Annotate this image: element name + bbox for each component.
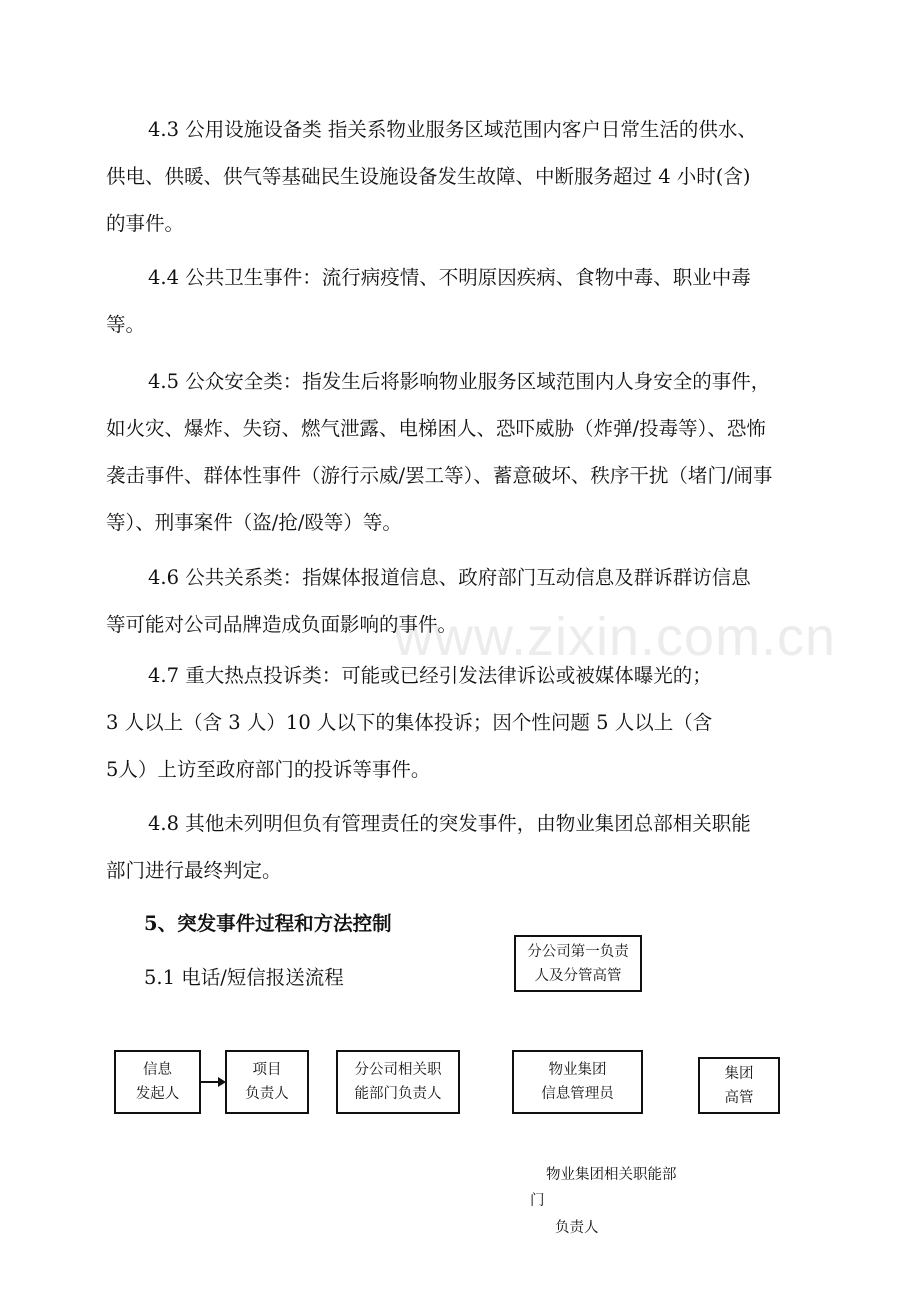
text-line: 3 人以上（含 3 人）10 人以下的集体投诉；因个性问题 5 人以上（含 <box>106 711 713 734</box>
section-4-4 <box>106 254 828 348</box>
text-line: 袭击事件、群体性事件（游行示威/罢工等）、蓄意破坏、秩序干扰（堵门/闹事 <box>106 464 773 487</box>
box-label: 分公司第一负责 <box>527 943 629 960</box>
group-dept-label-line2: 门 <box>530 1193 545 1209</box>
box-label: 负责人 <box>245 1086 289 1102</box>
flow-box-group-executive <box>698 1057 780 1114</box>
box-label: 项目 <box>252 1062 282 1078</box>
section-heading: 5、突发事件过程和方法控制 <box>144 912 392 935</box>
flow-box-project-leader <box>225 1050 309 1114</box>
section-4-8 <box>106 800 828 894</box>
flow-box-branch-dept <box>336 1050 460 1114</box>
box-label: 物业集团 <box>548 1062 607 1078</box>
box-label: 能部门负责人 <box>354 1086 442 1102</box>
text-line: 的事件。 <box>106 212 185 235</box>
text-line: 部门进行最终判定。 <box>106 859 282 882</box>
box-label: 集团 <box>724 1065 754 1082</box>
text-line: 如火灾、爆炸、失窃、燃气泄露、电梯困人、恐吓威胁（炸弹/投毒等）、恐怖 <box>106 417 766 440</box>
text-line: 4.4 公共卫生事件：流行病疫情、不明原因疾病、食物中毒、职业中毒 <box>148 266 751 289</box>
text-line: 供电、供暖、供气等基础民生设施设备发生故障、中断服务超过 4 小时(含) <box>106 165 751 188</box>
text-line: 4.5 公众安全类：指发生后将影响物业服务区域范围内人身安全的事件， <box>148 370 771 393</box>
watermark: www.zixin.com.cn <box>394 607 837 667</box>
text-line: 4.8 其他未列明但负有管理责任的突发事件，由物业集团总部相关职能 <box>148 812 751 835</box>
flow-arrow <box>201 1075 227 1091</box>
section-4-3 <box>106 106 828 247</box>
text-line: 等。 <box>106 313 146 336</box>
flow-box-initiator <box>114 1050 201 1114</box>
flow-box-branch-leader <box>514 935 642 992</box>
text-line: 5人）上访至政府部门的投诉等事件。 <box>106 758 431 781</box>
box-label: 发起人 <box>135 1086 180 1102</box>
text-line: 等可能对公司品牌造成负面影响的事件。 <box>106 613 458 636</box>
text-line: 4.7 重大热点投诉类：可能或已经引发法律诉讼或被媒体曝光的； <box>148 664 712 687</box>
box-label: 高管 <box>724 1089 754 1106</box>
text-line: 等）、刑事案件（盗/抢/殴等）等。 <box>106 511 402 534</box>
section-4-7 <box>106 652 828 793</box>
box-label: 人及分管高管 <box>534 967 622 984</box>
box-label: 信息 <box>143 1062 172 1078</box>
group-dept-label-line3: 负责人 <box>555 1220 599 1236</box>
group-dept-label-line1: 物业集团相关职能部 <box>546 1167 677 1183</box>
box-label: 信息管理员 <box>541 1086 614 1102</box>
section-4-6 <box>106 554 828 648</box>
text-line: 4.6 公共关系类：指媒体报道信息、政府部门互动信息及群诉群访信息 <box>148 566 751 589</box>
flow-box-info-admin <box>512 1050 643 1114</box>
section-4-5 <box>106 358 828 546</box>
text-line: 4.3 公用设施设备类 指关系物业服务区域范围内客户日常生活的供水、 <box>148 118 757 141</box>
subsection-heading: 5.1 电话/短信报送流程 <box>144 966 344 989</box>
box-label: 分公司相关职 <box>354 1062 442 1078</box>
